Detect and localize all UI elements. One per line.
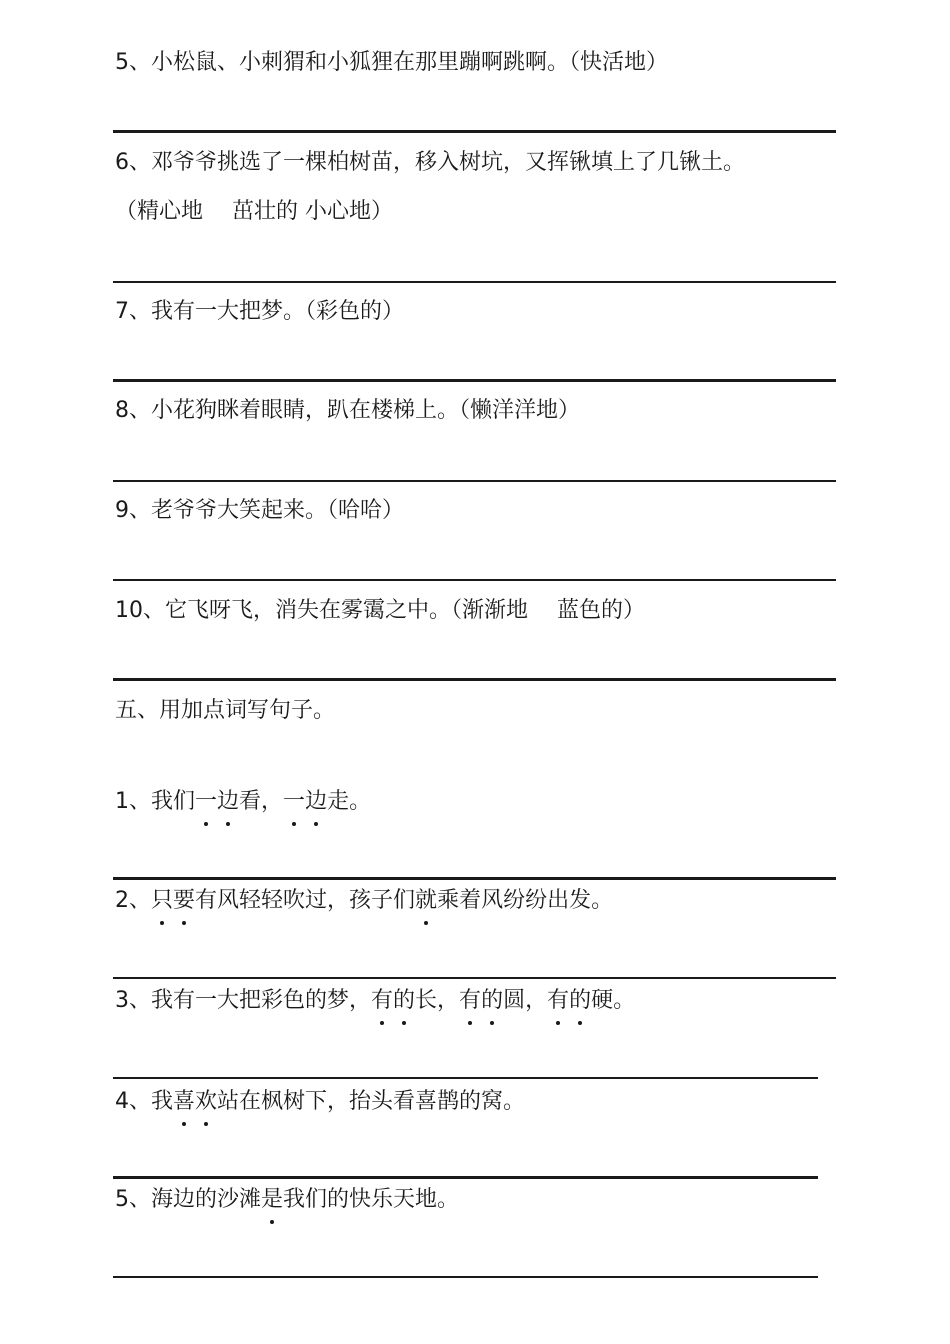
dotted-char: 一	[195, 789, 218, 814]
sentence-text: 有风轻轻吹过，孩子们	[195, 888, 416, 913]
dotted-char: 边	[305, 789, 328, 814]
answer-line[interactable]	[113, 130, 836, 133]
sentence-text: 3、我有一大把彩色的梦，	[115, 988, 371, 1013]
answer-line[interactable]	[113, 379, 836, 382]
sentence-text: 5、海边的沙滩	[115, 1187, 261, 1212]
dotted-sentence-4	[115, 1091, 525, 1113]
section-five-title: 五、用加点词写句子。	[115, 698, 336, 723]
answer-line[interactable]	[113, 1276, 818, 1278]
dotted-char: 要	[173, 888, 196, 913]
answer-line[interactable]	[113, 1176, 818, 1179]
dotted-char: 的	[393, 988, 416, 1013]
sentence-text: 2、	[115, 888, 151, 913]
dotted-char: 的	[569, 988, 592, 1013]
dotted-char: 喜	[173, 1089, 196, 1114]
sentence-text: 4、我	[115, 1089, 173, 1114]
sentence-text: 看，	[239, 789, 284, 814]
dotted-char: 就	[415, 888, 438, 913]
sentence-text: 我们的快乐天地。	[283, 1187, 460, 1212]
dotted-char: 有	[371, 988, 394, 1013]
answer-line[interactable]	[113, 877, 836, 880]
answer-line[interactable]	[113, 1077, 818, 1079]
dotted-char: 有	[459, 988, 482, 1013]
dotted-sentence-5	[115, 1189, 459, 1211]
answer-line[interactable]	[113, 480, 836, 482]
sentence-item-6: 6、邓爷爷挑选了一棵柏树苗，移入树坑，又挥锹填上了几锹土。	[115, 150, 745, 175]
sentence-text: 硬。	[591, 988, 636, 1013]
answer-line[interactable]	[113, 281, 836, 283]
sentence-item-8: 8、小花狗眯着眼睛，趴在楼梯上。（懒洋洋地）	[115, 398, 580, 423]
dotted-char: 一	[283, 789, 306, 814]
sentence-item-5: 5、小松鼠、小刺猬和小狐狸在那里蹦啊跳啊。（快活地）	[115, 50, 668, 75]
sentence-text: 长，	[415, 988, 460, 1013]
sentence-item-7: 7、我有一大把梦。（彩色的）	[115, 299, 404, 324]
sentence-text: 乘着风纷纷出发。	[437, 888, 614, 913]
dotted-char: 只	[151, 888, 174, 913]
dotted-char: 有	[547, 988, 570, 1013]
sentence-text: 站在枫树下，抬头看喜鹊的窝。	[217, 1089, 526, 1114]
dotted-sentence-1	[115, 791, 371, 813]
dotted-char: 的	[481, 988, 504, 1013]
answer-line[interactable]	[113, 977, 836, 979]
dotted-char: 欢	[195, 1089, 218, 1114]
sentence-item-10: 10、它飞呀飞，消失在雾霭之中。（渐渐地 蓝色的）	[115, 598, 645, 623]
sentence-item-6-words: （精心地 茁壮的 小心地）	[115, 199, 393, 224]
sentence-item-9: 9、老爷爷大笑起来。（哈哈）	[115, 498, 404, 523]
sentence-text: 圆，	[503, 988, 548, 1013]
dotted-sentence-3	[115, 990, 635, 1012]
dotted-char: 边	[217, 789, 240, 814]
dotted-sentence-2	[115, 890, 613, 912]
sentence-text: 1、我们	[115, 789, 195, 814]
answer-line[interactable]	[113, 678, 836, 681]
sentence-text: 走。	[327, 789, 372, 814]
dotted-char: 是	[261, 1187, 284, 1212]
answer-line[interactable]	[113, 579, 836, 581]
